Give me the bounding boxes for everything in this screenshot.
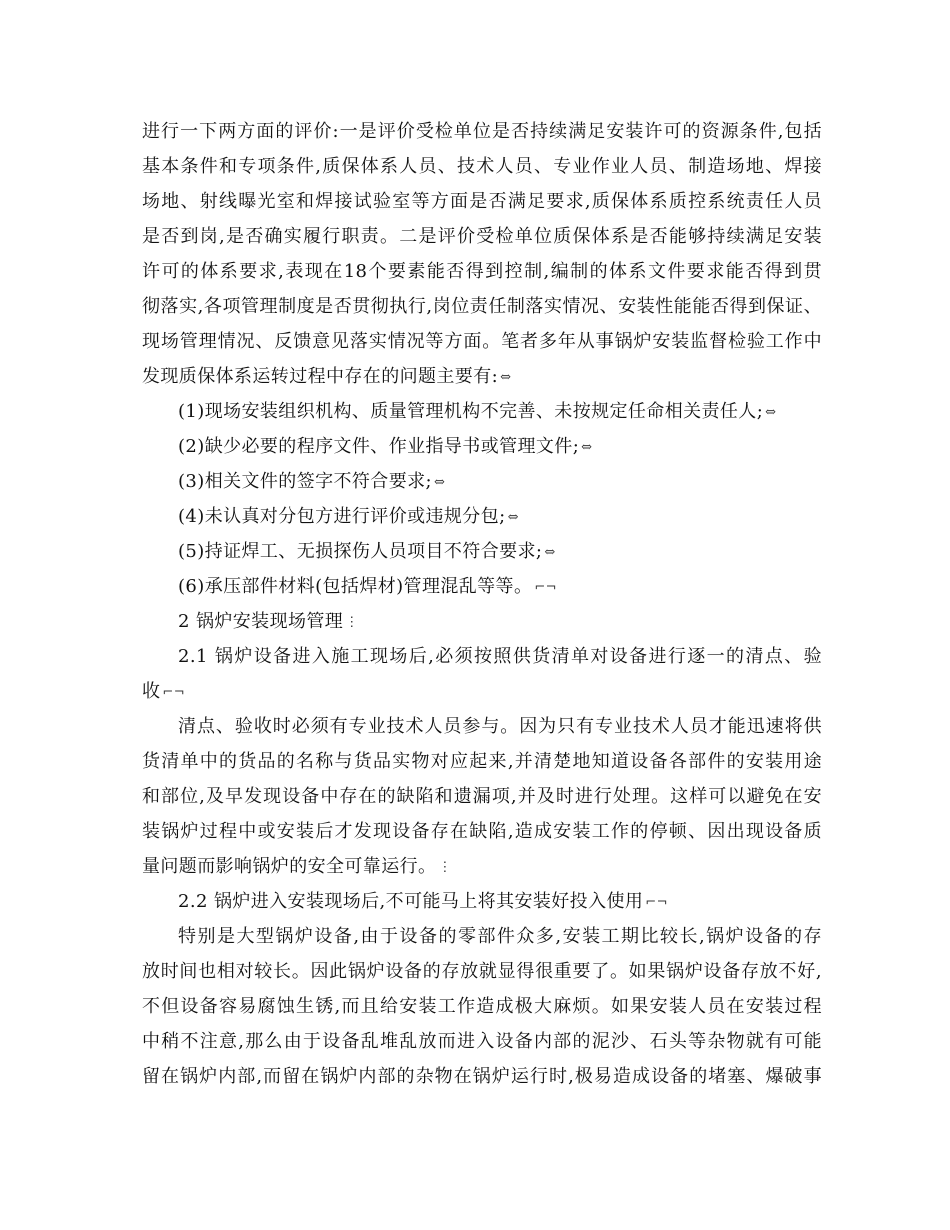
text-line xyxy=(142,744,822,779)
text-line xyxy=(142,604,822,639)
line-text: 2.2 锅炉进入安装现场后,不可能马上将其安装好投入使用 xyxy=(178,891,644,912)
line-text: (2)缺少必要的程序文件、作业指导书或管理文件; xyxy=(178,436,580,457)
line-text: 和部位,及早发现设备中存在的缺陷和遗漏项,并及时进行处理。这样可以避免在安 xyxy=(142,786,822,807)
paragraph-mark-icon: ⋮ xyxy=(438,859,452,875)
text-line xyxy=(142,254,822,289)
paragraph-mark-icon: ⇔ xyxy=(544,544,556,560)
text-line xyxy=(142,849,822,884)
line-text: 货清单中的货品的名称与货品实物对应起来,并清楚地知道设备各部件的安装用途 xyxy=(142,751,822,772)
text-line xyxy=(142,1024,822,1059)
text-line xyxy=(142,219,822,254)
line-text: 许可的体系要求,表现在18个要素能否得到控制,编制的体系文件要求能否得到贯 xyxy=(142,261,822,282)
text-line xyxy=(142,989,822,1024)
line-text: 清点、验收时必须有专业技术人员参与。因为只有专业技术人员才能迅速将供 xyxy=(178,716,822,737)
line-text: (6)承压部件材料(包括焊材)管理混乱等等。 xyxy=(178,576,533,597)
paragraph-mark-icon: ⇔ xyxy=(765,404,777,420)
text-line xyxy=(142,569,822,604)
text-line xyxy=(142,149,822,184)
text-line xyxy=(142,674,822,709)
text-line xyxy=(142,429,822,464)
line-text: 量问题而影响锅炉的安全可靠运行。 xyxy=(142,856,437,877)
document-body xyxy=(142,114,822,1094)
line-text: 进行一下两方面的评价:一是评价受检单位是否持续满足安装许可的资源条件,包括 xyxy=(142,121,822,142)
text-line xyxy=(142,779,822,814)
line-text: 留在锅炉内部,而留在锅炉内部的杂物在锅炉运行时,极易造成设备的堵塞、爆破事 xyxy=(142,1066,822,1087)
line-text: (5)持证焊工、无损探伤人员项目不符合要求; xyxy=(178,541,543,562)
line-text: 彻落实,各项管理制度是否贯彻执行,岗位责任制落实情况、安装性能能否得到保证、 xyxy=(142,296,822,317)
text-line xyxy=(142,324,822,359)
line-text: 是否到岗,是否确实履行职责。二是评价受检单位质保体系是否能够持续满足安装 xyxy=(142,226,822,247)
text-line xyxy=(142,114,822,149)
line-text: 2.1 锅炉设备进入施工现场后,必须按照供货清单对设备进行逐一的清点、验 xyxy=(178,646,822,667)
line-text: (3)相关文件的签字不符合要求; xyxy=(178,471,432,492)
line-text: 中稍不注意,那么由于设备乱堆乱放而进入设备内部的泥沙、石头等杂物就有可能 xyxy=(142,1031,822,1052)
paragraph-mark-icon: ⌐¬ xyxy=(645,894,668,910)
text-line xyxy=(142,184,822,219)
line-text: 发现质保体系运转过程中存在的问题主要有: xyxy=(142,366,499,387)
text-line xyxy=(142,394,822,429)
text-line xyxy=(142,954,822,989)
line-text: 装锅炉过程中或安装后才发现设备存在缺陷,造成安装工作的停顿、因出现设备质 xyxy=(142,821,822,842)
paragraph-mark-icon: ⋮ xyxy=(345,614,359,630)
line-text: (1)现场安装组织机构、质量管理机构不完善、未按规定任命相关责任人; xyxy=(178,401,764,422)
text-line xyxy=(142,919,822,954)
text-line xyxy=(142,359,822,394)
text-line xyxy=(142,1059,822,1094)
paragraph-mark-icon: ⌐¬ xyxy=(162,684,185,700)
text-line xyxy=(142,499,822,534)
text-line xyxy=(142,289,822,324)
line-text: 放时间也相对较长。因此锅炉设备的存放就显得很重要了。如果锅炉设备存放不好, xyxy=(142,961,822,982)
text-line xyxy=(142,709,822,744)
paragraph-mark-icon: ⇔ xyxy=(433,474,446,490)
line-text: 2 锅炉安装现场管理 xyxy=(178,611,344,632)
line-text: (4)未认真对分包方进行评价或违规分包; xyxy=(178,506,506,527)
text-line xyxy=(142,534,822,569)
text-line xyxy=(142,814,822,849)
line-text: 不但设备容易腐蚀生锈,而且给安装工作造成极大麻烦。如果安装人员在安装过程 xyxy=(142,996,822,1017)
text-line xyxy=(142,464,822,499)
line-text: 特别是大型锅炉设备,由于设备的零部件众多,安装工期比较长,锅炉设备的存 xyxy=(178,926,822,947)
paragraph-mark-icon: ⌐¬ xyxy=(534,579,557,595)
paragraph-mark-icon: ⇔ xyxy=(581,439,593,455)
paragraph-mark-icon: ⇔ xyxy=(507,509,519,525)
line-text: 现场管理情况、反馈意见落实情况等方面。笔者多年从事锅炉安装监督检验工作中 xyxy=(142,331,822,352)
line-text: 场地、射线曝光室和焊接试验室等方面是否满足要求,质保体系质控系统责任人员 xyxy=(142,191,822,212)
text-line xyxy=(142,639,822,674)
text-line xyxy=(142,884,822,919)
paragraph-mark-icon: ⇔ xyxy=(500,369,512,385)
line-text: 收 xyxy=(142,681,161,702)
line-text: 基本条件和专项条件,质保体系人员、技术人员、专业作业人员、制造场地、焊接 xyxy=(142,156,822,177)
